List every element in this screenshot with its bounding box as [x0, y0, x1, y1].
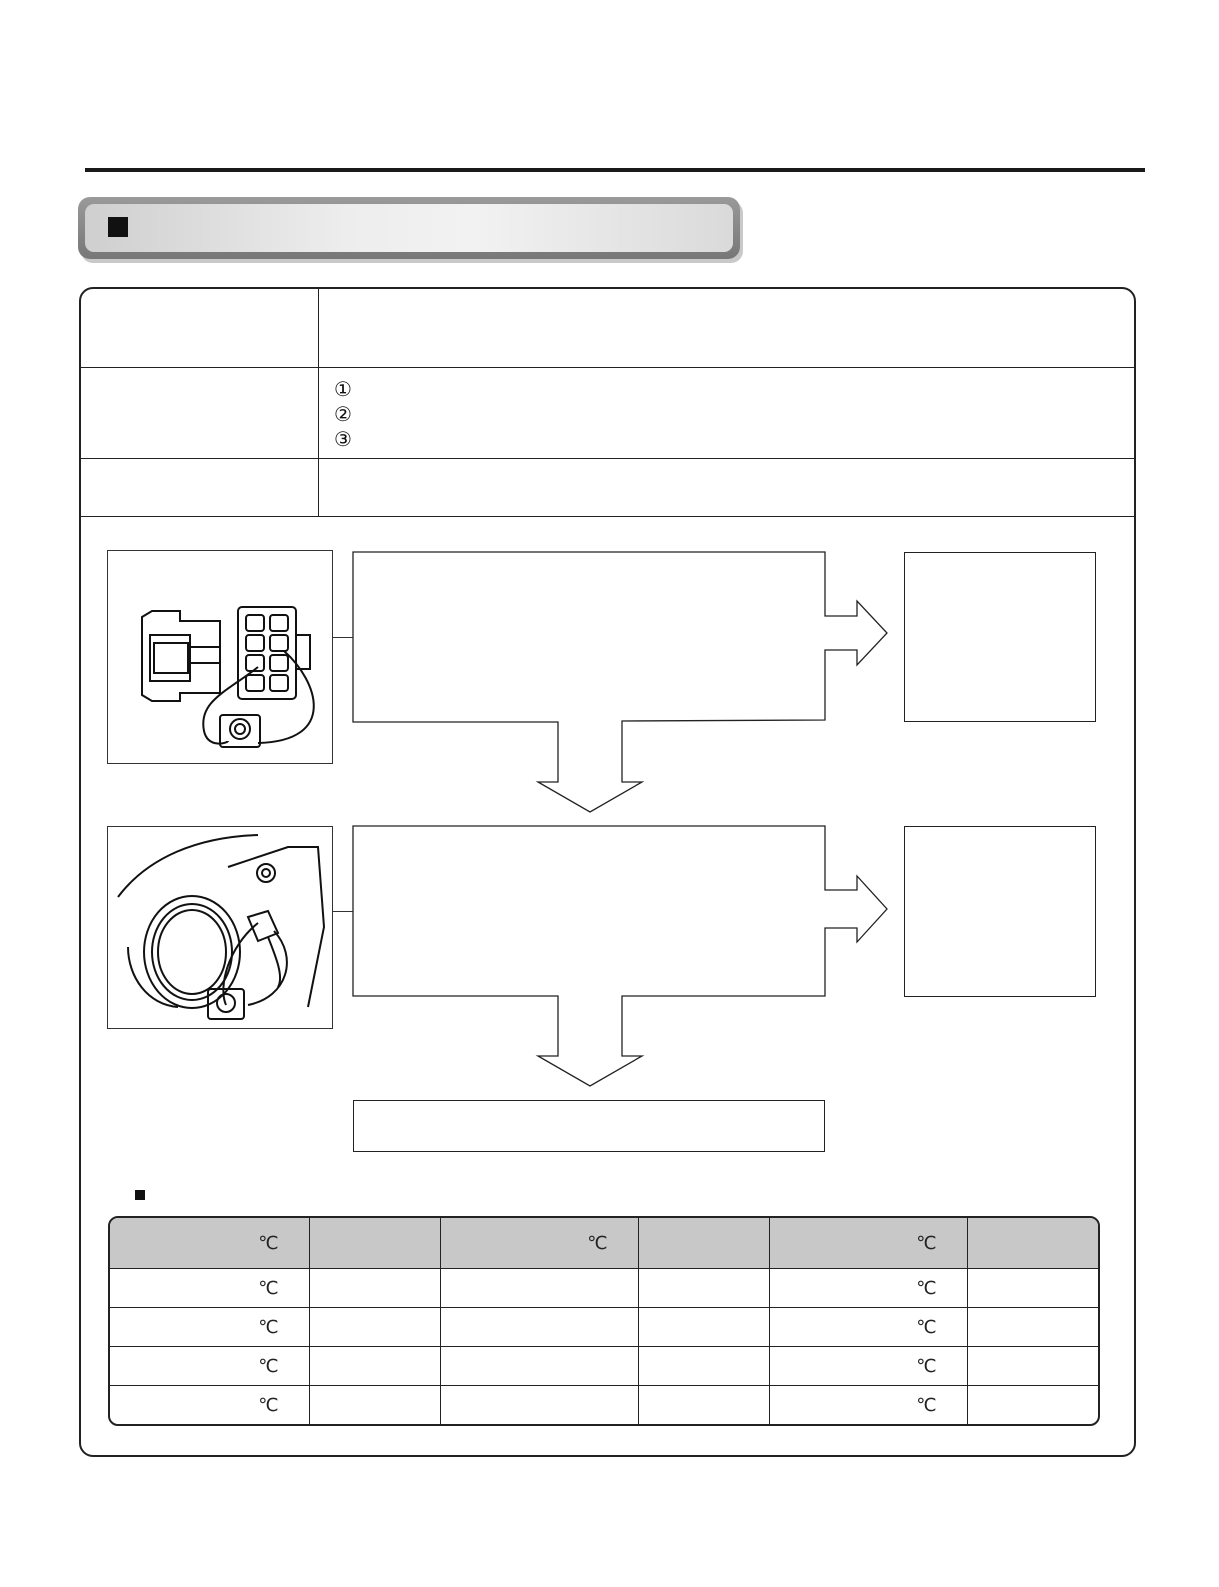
table-row — [110, 1386, 1098, 1424]
table-cell — [440, 1386, 638, 1424]
table-cell — [638, 1308, 769, 1347]
table-cell: ℃ — [110, 1308, 309, 1347]
table-header-cell: ℃ — [440, 1218, 638, 1269]
table-header-cell — [638, 1218, 769, 1269]
step-marker-1: ① — [334, 377, 352, 401]
resistance-table — [108, 1216, 1100, 1426]
table-row — [110, 1347, 1098, 1386]
table-cell — [309, 1347, 440, 1386]
table-header-cell — [967, 1218, 1098, 1269]
check-box-1-arrow-shape — [353, 552, 887, 812]
table-header-cell — [309, 1218, 440, 1269]
step-marker-2: ② — [334, 402, 352, 426]
table-cell: ℃ — [769, 1386, 967, 1424]
table-note-bullet-icon — [135, 1190, 145, 1200]
table-cell — [967, 1386, 1098, 1424]
step-marker-3: ③ — [334, 427, 352, 451]
check-box-2-arrow-shape — [353, 826, 887, 1086]
table-cell — [309, 1308, 440, 1347]
resistance-table-grid — [110, 1218, 1098, 1424]
table-cell — [309, 1386, 440, 1424]
table-cell — [967, 1269, 1098, 1308]
table-cell: ℃ — [769, 1347, 967, 1386]
table-cell — [967, 1347, 1098, 1386]
table-row — [110, 1308, 1098, 1347]
table-cell — [638, 1347, 769, 1386]
table-cell: ℃ — [769, 1308, 967, 1347]
table-cell — [440, 1308, 638, 1347]
table-cell: ℃ — [769, 1269, 967, 1308]
table-cell: ℃ — [110, 1386, 309, 1424]
table-cell: ℃ — [110, 1347, 309, 1386]
table-cell — [638, 1269, 769, 1308]
table-cell — [440, 1347, 638, 1386]
table-header-cell: ℃ — [110, 1218, 309, 1269]
table-cell — [440, 1269, 638, 1308]
table-cell — [309, 1269, 440, 1308]
table-header-row — [110, 1218, 1098, 1269]
table-cell: ℃ — [110, 1269, 309, 1308]
table-row — [110, 1269, 1098, 1308]
table-header-cell: ℃ — [769, 1218, 967, 1269]
table-cell — [638, 1386, 769, 1424]
table-cell — [967, 1308, 1098, 1347]
